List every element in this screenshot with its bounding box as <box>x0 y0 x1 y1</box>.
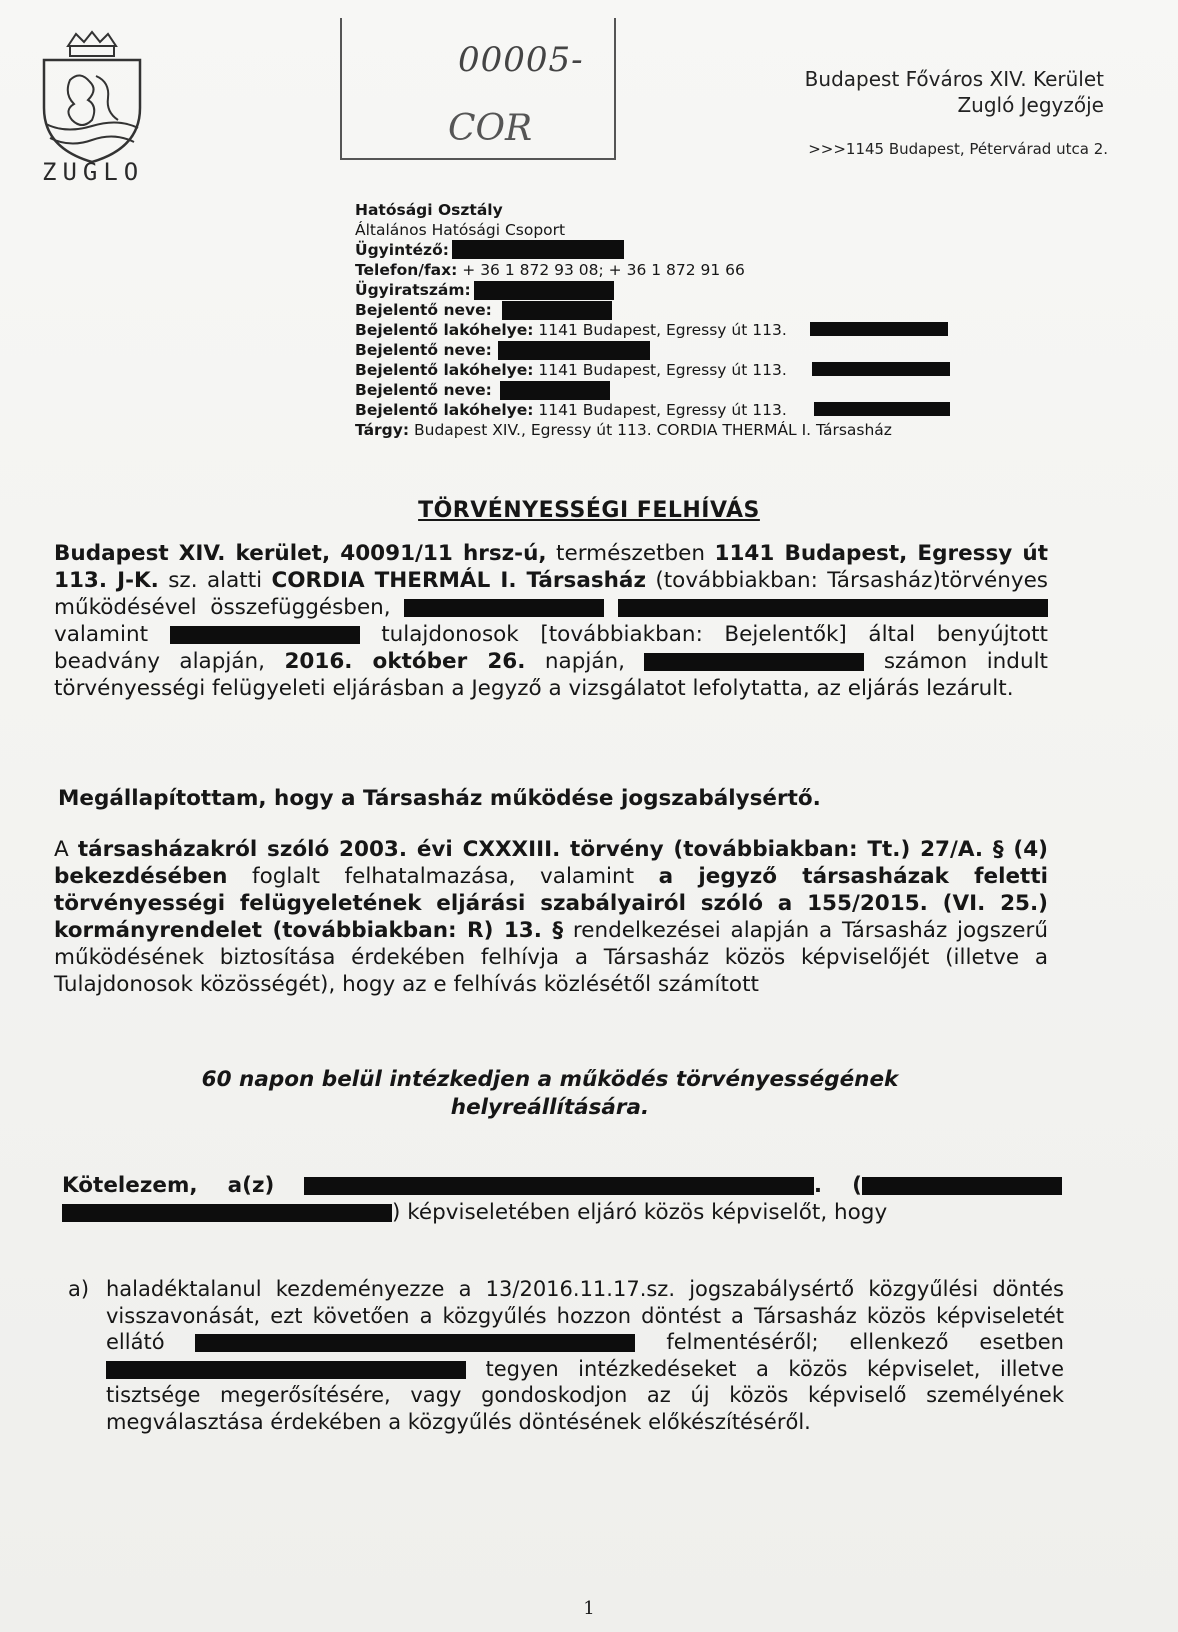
authority-line1: Budapest Főváros XIV. Kerület <box>804 67 1104 91</box>
list-item-a: a) haladéktalanul kezdeményezze a 13/2016.11.17.sz. jogszabálysértő közgyűlési döntés visszavonását, ezt követően a közgyűlés hozzon döntést a Társasház közös képviseletét ellátó felmentéséről; ellenkező esetben tegyen intézkedéseket a közös képviselet, illetve tisztsége megerősítésére, vagy gondoskodjon az új közös képviselő személyének megválasztása érdekében a közgyűlés döntésének előkészítéséről. <box>68 1277 1064 1434</box>
stamp-number: 00005- <box>458 40 584 80</box>
redaction <box>862 1177 1062 1195</box>
redaction <box>644 653 864 671</box>
redaction <box>304 1177 814 1195</box>
header-group: Általános Hatósági Csoport <box>355 221 566 239</box>
redaction <box>452 240 624 259</box>
legal-basis-paragraph: A társasházakról szóló 2003. évi CXXXIII. törvény (továbbiakban: Tt.) 27/A. § (4) bekezdésében foglalt felhatalmazása, valamint a jegyző társasházak feletti törvényességi felügyeletének eljárási szabályairól szóló a 155/2015. (VI. 25.) kormányrendelet (továbbiakban: R) 13. § rendelkezései alapján a Társasház jogszerű működésének biztosítása érdekében felhívja a Társasház közös képviselőjét (illetve a Tulajdonosok közösségét), hogy az e felhívás közlésétől számított <box>54 837 1049 997</box>
redaction <box>618 599 1048 617</box>
header-row: Bejelentő lakóhelye: 1141 Budapest, Egressy út 113. <box>355 361 787 379</box>
header-row: Bejelentő neve: <box>355 341 492 359</box>
document-title: TÖRVÉNYESSÉGI FELHÍVÁS <box>418 498 760 523</box>
redaction <box>810 322 948 336</box>
authority-address: >>>1145 Budapest, Pétervárad utca 2. <box>808 140 1108 158</box>
redaction <box>404 599 604 617</box>
header-row: Bejelentő lakóhelye: 1141 Budapest, Egressy út 113. <box>355 321 787 339</box>
redaction <box>502 301 612 320</box>
redaction <box>195 1334 635 1352</box>
redaction <box>814 402 950 416</box>
obligation-paragraph: Kötelezem, a(z) . ( ) képviseletében eljáró közös képviselőt, hogy <box>62 1172 1062 1226</box>
redaction <box>474 281 614 300</box>
authority-block <box>805 66 1104 118</box>
header-row: Ügyintéző: <box>355 241 449 259</box>
header-department: Hatósági Osztály <box>355 201 503 219</box>
header-row: Ügyiratszám: <box>355 281 471 299</box>
deadline-line1: 60 napon belül intézkedjen a működés törvényességének <box>201 1067 899 1092</box>
header-row: Telefon/fax: + 36 1 872 93 08; + 36 1 872 91 66 <box>355 261 745 279</box>
stamp-signature: COR <box>448 108 533 149</box>
header-row: Bejelentő neve: <box>355 301 492 319</box>
redaction <box>62 1204 392 1222</box>
finding-statement: Megállapítottam, hogy a Társasház működése jogszabálysértő. <box>58 786 821 811</box>
deadline-notice <box>0 1066 1100 1122</box>
intro-paragraph: Budapest XIV. kerület, 40091/11 hrsz-ú, természetben 1141 Budapest, Egressy út 113. J-K. sz. alatti CORDIA THERMÁL I. Társasház (továbbiakban: Társasház)törvényes működésével összefüggésben, valamint tulajdonosok [továbbiakban: Bejelentők] által benyújtott beadvány alapján, 2016. október 26. napján, számon indult törvényességi felügyeleti eljárásban a Jegyző a vizsgálatot lefolytatta, az eljárás lezárult. <box>54 541 1049 701</box>
header-row: Bejelentő lakóhelye: 1141 Budapest, Egressy út 113. <box>355 401 787 419</box>
redaction <box>106 1361 466 1379</box>
deadline-line2: helyreállítására. <box>450 1095 650 1120</box>
list-marker: a) <box>68 1277 90 1301</box>
page-number: 1 <box>583 1598 595 1619</box>
redaction <box>500 381 610 400</box>
header-subject: Tárgy: Budapest XIV., Egressy út 113. CORDIA THERMÁL I. Társasház <box>355 421 892 439</box>
redaction <box>498 341 650 360</box>
header-row: Bejelentő neve: <box>355 381 492 399</box>
crest-word: ZUGLO <box>42 158 145 186</box>
authority-line2: Zugló Jegyzője <box>957 93 1104 117</box>
redaction <box>812 362 950 376</box>
redaction <box>170 626 360 644</box>
